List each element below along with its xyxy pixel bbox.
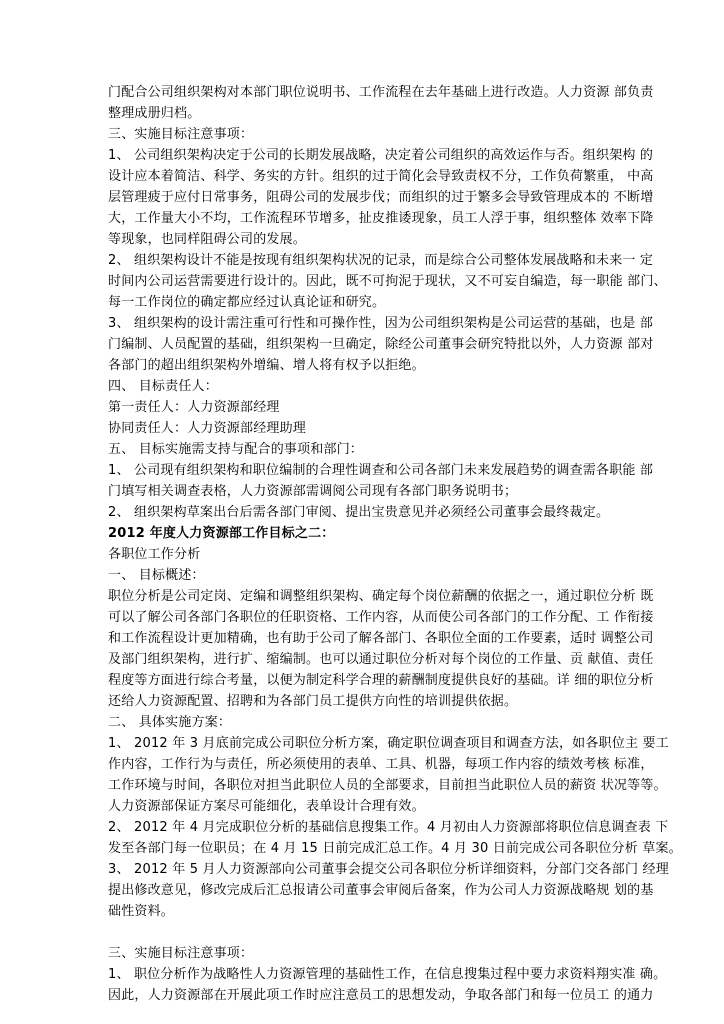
document-title: 2012 年度人力资源部工作目标之二： — [108, 526, 335, 541]
text-line: 设计应本着简洁、科学、务实的方针。组织的过于简化会导致责权不分，工作负荷繁重， 中高 — [108, 169, 654, 184]
text-line: 作内容，工作行为与责任，所必须使用的表单、工具、机器，每项工作内容的绩效考核 标准， — [108, 757, 654, 772]
text-line: 和工作流程设计更加精确，也有助于公司了解各部门、各职位全面的工作要素，适时 调整公司 — [108, 631, 654, 646]
text-line: 1、 公司组织架构决定于公司的长期发展战略，决定着公司组织的高效运作与否。组织架构 的 — [108, 148, 654, 163]
section-heading: 二、 具体实施方案： — [108, 715, 232, 730]
text-line: 工作环境与时间，各职位对担当此职位人员的全部要求，目前担当此职位人员的薪资 状况等等。 — [108, 778, 667, 793]
text-line: 1、 职位分析作为战略性人力资源管理的基础性工作，在信息搜集过程中要力求资料翔实准 确。 — [108, 967, 667, 982]
text-line: 层管理疲于应付日常事务，阻碍公司的发展步伐；而组织的过于繁多会导致管理成本的 不断增 — [108, 190, 654, 205]
text-line: 协同责任人：人力资源部经理助理 — [108, 421, 307, 436]
text-line: 2、 组织架构设计不能是按现有组织架构状况的记录，而是综合公司整体发展战略和未来一 定 — [108, 253, 654, 268]
document-subtitle: 各职位工作分析 — [108, 547, 201, 562]
text-line: 可以了解公司各部门各职位的任职资格、工作内容，从而使公司各部门的工作分配、工 作衔接 — [108, 610, 654, 625]
section-heading: 三、实施目标注意事项： — [108, 946, 254, 961]
text-line: 础性资料。 — [108, 904, 175, 919]
text-line: 2、 组织架构草案出台后需各部门审阅、提出宝贵意见并必须经公司董事会最终裁定。 — [108, 505, 610, 520]
text-line: 等现象，也同样阻碍公司的发展。 — [108, 232, 307, 247]
text-line: 大，工作量大小不均，工作流程环节增多，扯皮推诿现象，员工人浮于事，组织整体 效率下降 — [108, 211, 654, 226]
text-line: 门填写相关调查表格，人力资源部需调阅公司现有各部门职务说明书； — [108, 484, 518, 499]
text-line: 第一责任人：人力资源部经理 — [108, 400, 280, 415]
text-line: 及部门组织架构，进行扩、缩编制。也可以通过职位分析对每个岗位的工作量、贡 献值、责任 — [108, 652, 654, 667]
text-line: 整理成册归档。 — [108, 106, 201, 121]
text-line: 1、 2012 年 3 月底前完成公司职位分析方案，确定职位调查项目和调查方法，如各职位主 要工 — [108, 736, 669, 751]
text-line: 1、 公司现有组织架构和职位编制的合理性调查和公司各部门未来发展趋势的调查需各职能 部 — [108, 463, 654, 478]
section-heading: 四、 目标责任人： — [108, 379, 218, 394]
text-line: 人力资源部保证方案尽可能细化，表单设计合理有效。 — [108, 799, 425, 814]
text-line: 3、 组织架构的设计需注重可行性和可操作性，因为公司组织架构是公司运营的基础，也是 部 — [108, 316, 654, 331]
text-line: 发至各部门每一位职员；在 4 月 15 日前完成汇总工作。4 月 30 日前完成公司各职位分析 草案。 — [108, 841, 682, 856]
text-line: 3、 2012 年 5 月人力资源部向公司董事会提交公司各职位分析详细资料，分部门交各部门 经理 — [108, 862, 669, 877]
text-line: 2、 2012 年 4 月完成职位分析的基础信息搜集工作。4 月初由人力资源部将职位信息调查表 下 — [108, 820, 669, 835]
text-line: 职位分析是公司定岗、定编和调整组织架构、确定每个岗位薪酬的依据之一，通过职位分析 既 — [108, 589, 654, 604]
text-line: 提出修改意见，修改完成后汇总报请公司董事会审阅后备案，作为公司人力资源战略规 划的基 — [108, 883, 654, 898]
text-line: 每一工作岗位的确定都应经过认真论证和研究。 — [108, 295, 386, 310]
text-line: 时间内公司运营需要进行设计的。因此，既不可拘泥于现状，又不可妄自编造，每一职能 部门、 — [108, 274, 667, 289]
text-line: 程度等方面进行综合考量，以便为制定科学合理的薪酬制度提供良好的基础。详 细的职位分析 — [108, 673, 654, 688]
section-heading: 一、 目标概述： — [108, 568, 205, 583]
text-line: 门配合公司组织架构对本部门职位说明书、工作流程在去年基础上进行改造。人力资源 部负责 — [108, 85, 654, 100]
section-heading: 三、实施目标注意事项： — [108, 127, 254, 142]
text-line: 因此，人力资源部在开展此项工作时应注意员工的思想发动，争取各部门和每一位员工 的通力 — [108, 988, 654, 1003]
text-line: 门编制、人员配置的基础，组织架构一旦确定，除经公司董事会研究特批以外，人力资源 部对 — [108, 337, 654, 352]
text-line: 各部门的超出组织架构外增编、增人将有权予以拒绝。 — [108, 358, 425, 373]
text-line: 还给人力资源配置、招聘和为各部门员工提供方向性的培训提供依据。 — [108, 694, 518, 709]
section-heading: 五、 目标实施需支持与配合的事项和部门： — [108, 442, 364, 457]
